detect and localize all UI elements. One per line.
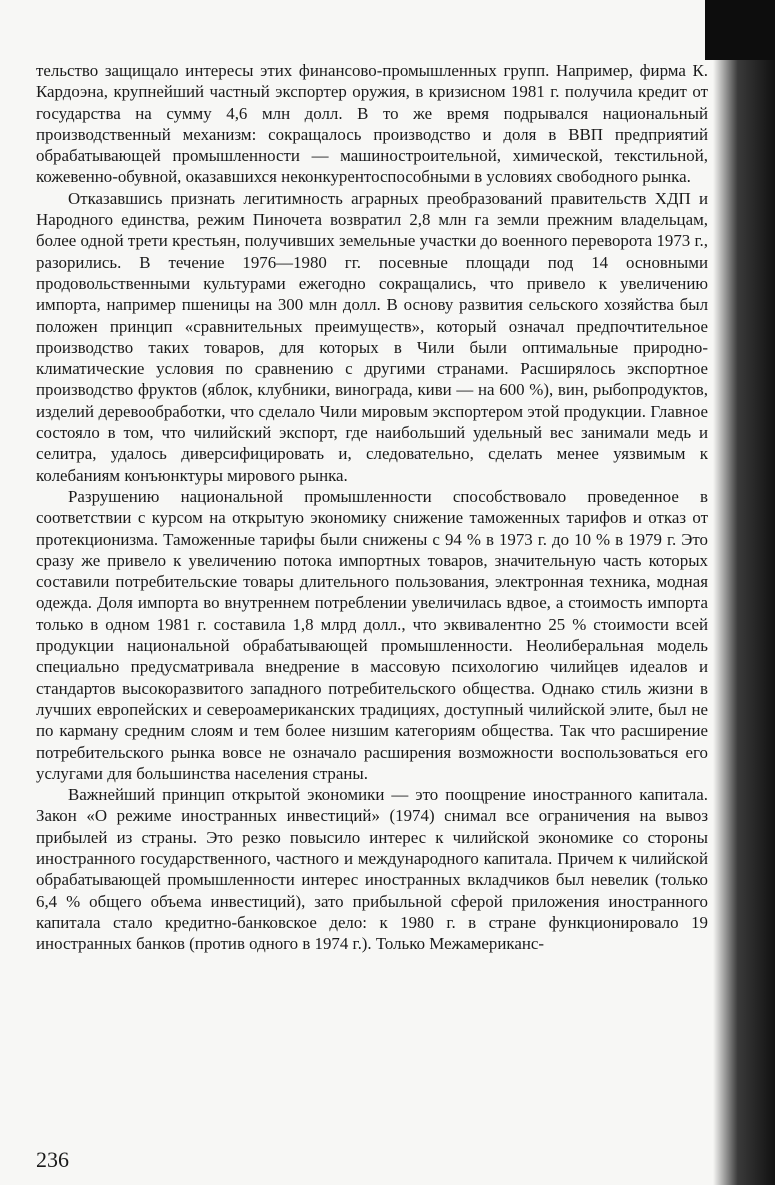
page-body-text: [36, 60, 708, 954]
page-number: 236: [36, 1147, 69, 1172]
paragraph-3: Разрушению национальной промышленности способствовало проведенное в соответствии с курсом на открытую экономику снижение таможенных тарифов и отказ от протекционизма. Таможенные тарифы были снижены с 94 % в 1973 г. до 10 % в 1979 г. Это сразу же привело к увеличению потока импортных товаров, значительную часть которых составили потребительские товары длительного пользования, электронная техника, модная одежда. Доля импорта во внутреннем потреблении увеличилась вдвое, а стоимость импорта только в одном 1981 г. составила 1,8 млрд долл., что эквивалентно 25 % стоимости всей продукции национальной обрабатывающей промышленности. Неолиберальная модель специально предусматривала внедрение в массовую психологию чилийцев идеалов и стандартов высокоразвитого западного потребительского общества. Однако стиль жизни в лучших европейских и североамериканских традициях, доступный чилийской элите, был не по карману средним слоям и тем более низшим категориям общества. Так что расширение потребительского рынка вовсе не означало расширения возможности воспользоваться его услугами для большинства населения страны.: [36, 486, 708, 783]
paragraph-2: Отказавшись признать легитимность аграрных преобразований правительств ХДП и Народного единства, режим Пиночета возвратил 2,8 млн га земли прежним владельцам, более одной трети крестьян, получивших земельные участки до военного переворота 1973 г., разорились. В течение 1976—1980 гг. посевные площади под 14 основными продовольственными культурами ежегодно сокращались, что привело к увеличению импорта, например пшеницы на 300 млн долл. В основу развития сельского хозяйства был положен принцип «сравнительных преимуществ», который означал предпочтительное производство таких товаров, для которых в Чили были оптимальные природно-климатические условия по сравнению с другими странами. Расширялось экспортное производство фруктов (яблок, клубники, винограда, киви — на 600 %), вин, рыбопродуктов, изделий деревообработки, что сделало Чили мировым экспортером этой продукции. Главное состояло в том, что чилийский экспорт, где наибольший удельный вес занимали медь и селитра, удалось диверсифицировать и, следовательно, сделать менее уязвимым к колебаниям конъюнктуры мирового рынка.: [36, 188, 708, 485]
paragraph-1: тельство защищало интересы этих финансово-промышленных групп. Например, фирма К. Кардоэна, крупнейший частный экспортер оружия, в кризисном 1981 г. получила кредит от государства на сумму 4,6 млн долл. В то же время подрывался национальный производственный механизм: сокращалось производство и доля в ВВП предприятий обрабатывающей промышленности — машиностроительной, химической, текстильной, кожевенно-обувной, оказавшихся неконкурентоспособными в условиях свободного рынка.: [36, 61, 708, 187]
scan-shadow-edge: [713, 0, 775, 1185]
scan-shadow-corner: [705, 0, 775, 60]
paragraph-4: Важнейший принцип открытой экономики — это поощрение иностранного капитала. Закон «О режиме иностранных инвестиций» (1974) снимал все ограничения на вывоз прибылей из страны. Это резко повысило интерес к чилийской экономике со стороны иностранного государственного, частного и международного капитала. Причем к чилийской обрабатывающей промышленности интерес иностранных вкладчиков был невелик (только 6,4 % общего объема инвестиций), зато прибыльной сферой приложения иностранного капитала стало кредитно-банковское дело: к 1980 г. в стране функционировало 19 иностранных банков (против одного в 1974 г.). Только Межамериканс-: [36, 785, 708, 954]
